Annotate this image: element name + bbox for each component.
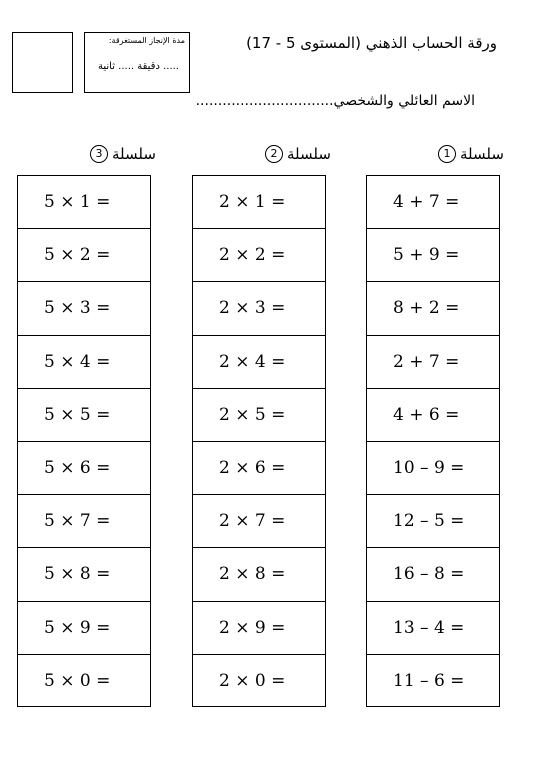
exercise-cell[interactable] — [193, 336, 325, 389]
time-label: مدة الإنجاز المستغرقة: — [108, 36, 185, 45]
exercise-expression: 2 × 8 = — [219, 564, 286, 585]
exercise-cell[interactable] — [193, 282, 325, 335]
series-3-number: 3 — [90, 145, 108, 163]
exercise-cell[interactable] — [193, 442, 325, 495]
exercise-cell[interactable] — [193, 602, 325, 655]
exercise-cell[interactable] — [18, 602, 150, 655]
exercise-cell[interactable] — [193, 389, 325, 442]
exercise-expression: 4 + 7 = — [393, 192, 460, 213]
exercise-expression: 5 × 9 = — [44, 617, 111, 638]
exercise-expression: 2 + 7 = — [393, 351, 460, 372]
exercise-cell[interactable] — [18, 548, 150, 601]
exercise-expression: 2 × 0 = — [219, 671, 286, 692]
exercise-expression: 2 × 2 = — [219, 245, 286, 266]
score-box — [12, 32, 73, 93]
series-2-column — [192, 175, 326, 707]
series-2-number: 2 — [265, 145, 283, 163]
exercise-cell[interactable] — [367, 602, 499, 655]
exercise-cell[interactable] — [193, 229, 325, 282]
exercise-expression: 4 + 6 = — [393, 404, 460, 425]
exercise-expression: 5 × 4 = — [44, 351, 111, 372]
series-3-heading — [90, 145, 156, 163]
exercise-expression: 2 × 6 = — [219, 458, 286, 479]
exercise-expression: 5 × 5 = — [44, 404, 111, 425]
exercise-expression: 5 × 2 = — [44, 245, 111, 266]
exercise-expression: 5 × 1 = — [44, 192, 111, 213]
exercise-expression: 5 × 6 = — [44, 458, 111, 479]
exercise-cell[interactable] — [18, 442, 150, 495]
exercise-cell[interactable] — [193, 548, 325, 601]
exercise-expression: 8 + 2 = — [393, 298, 460, 319]
exercise-expression: 5 × 0 = — [44, 671, 111, 692]
exercise-expression: 2 × 3 = — [219, 298, 286, 319]
exercise-cell[interactable] — [18, 176, 150, 229]
exercise-cell[interactable] — [367, 548, 499, 601]
series-1-label: سلسلة — [460, 145, 504, 163]
exercise-expression: 12 – 5 = — [393, 511, 465, 532]
exercise-expression: 5 × 7 = — [44, 511, 111, 532]
exercise-cell[interactable] — [193, 176, 325, 229]
exercise-expression: 10 – 9 = — [393, 458, 465, 479]
exercise-expression: 5 × 8 = — [44, 564, 111, 585]
exercise-expression: 5 × 3 = — [44, 298, 111, 319]
series-3-label: سلسلة — [112, 145, 156, 163]
exercise-cell[interactable] — [367, 389, 499, 442]
exercise-expression: 13 – 4 = — [393, 617, 465, 638]
exercise-cell[interactable] — [193, 495, 325, 548]
exercise-expression: 2 × 7 = — [219, 511, 286, 532]
series-1-heading — [438, 145, 504, 163]
exercise-cell[interactable] — [18, 336, 150, 389]
exercise-cell[interactable] — [18, 229, 150, 282]
exercise-cell[interactable] — [367, 336, 499, 389]
exercise-expression: 11 – 6 = — [393, 671, 465, 692]
exercise-expression: 5 + 9 = — [393, 245, 460, 266]
exercise-expression: 2 × 4 = — [219, 351, 286, 372]
exercise-cell[interactable] — [367, 176, 499, 229]
exercise-cell[interactable] — [367, 442, 499, 495]
exercise-expression: 2 × 5 = — [219, 404, 286, 425]
exercise-expression: 2 × 9 = — [219, 617, 286, 638]
exercise-cell[interactable] — [18, 495, 150, 548]
exercise-cell[interactable] — [367, 655, 499, 708]
exercise-cell[interactable] — [367, 229, 499, 282]
exercise-expression: 16 – 8 = — [393, 564, 465, 585]
exercise-cell[interactable] — [18, 389, 150, 442]
series-2-label: سلسلة — [287, 145, 331, 163]
exercise-cell[interactable] — [367, 282, 499, 335]
exercise-cell[interactable] — [18, 655, 150, 708]
name-field[interactable]: الاسم العائلي والشخصي............................... — [195, 93, 475, 109]
series-2-heading — [265, 145, 331, 163]
time-value: ..... دقيقة ..... ثانية — [98, 61, 179, 72]
series-1-column — [366, 175, 500, 707]
time-box — [84, 32, 190, 93]
exercise-cell[interactable] — [367, 495, 499, 548]
series-3-column — [17, 175, 151, 707]
exercise-cell[interactable] — [193, 655, 325, 708]
series-1-number: 1 — [438, 145, 456, 163]
page-title: ورقة الحساب الذهني (المستوى 5 - 17) — [246, 34, 497, 52]
exercise-expression: 2 × 1 = — [219, 192, 286, 213]
exercise-cell[interactable] — [18, 282, 150, 335]
